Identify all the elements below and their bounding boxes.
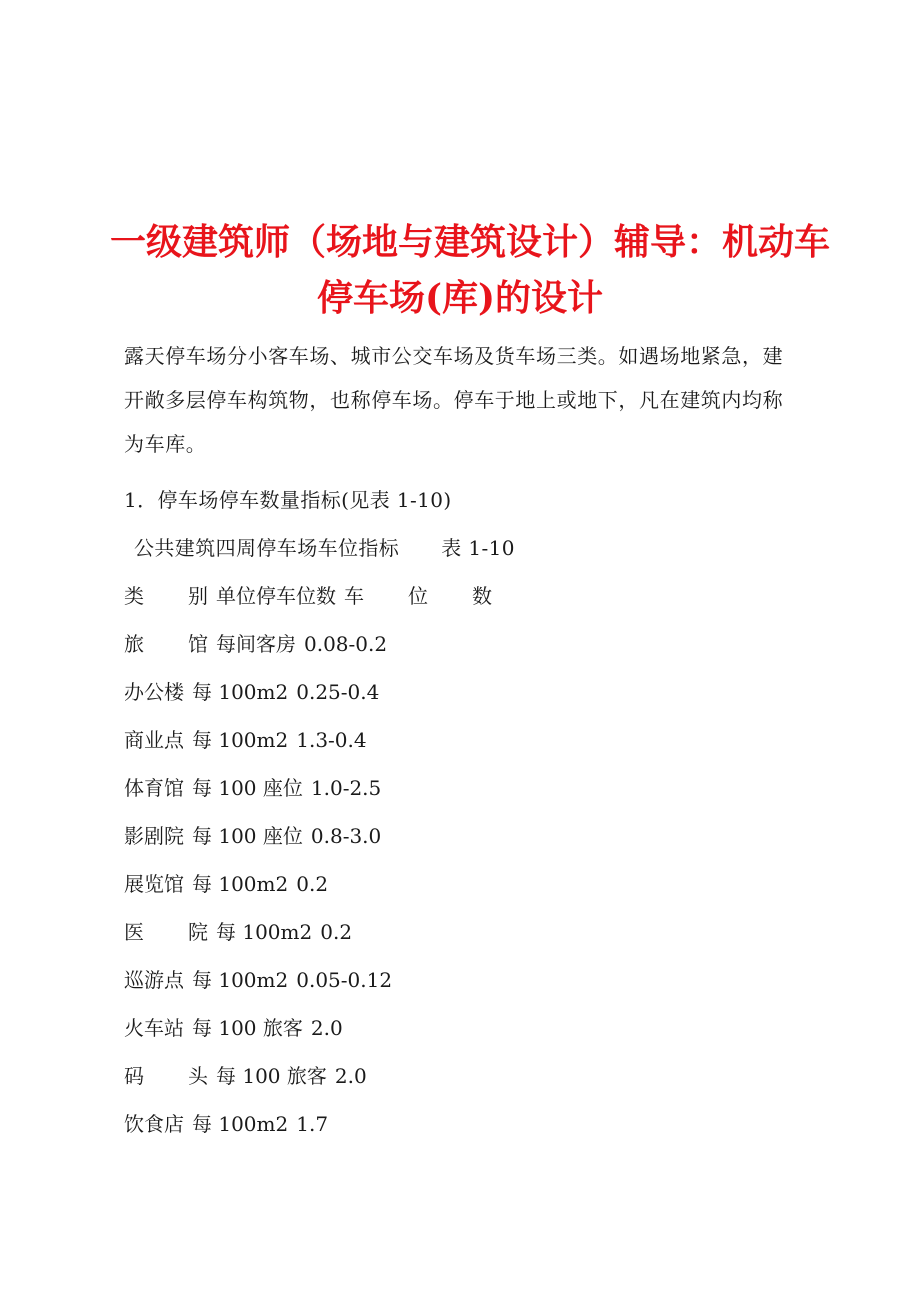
table-caption-text: 公共建筑四周停车场车位指标 <box>134 536 400 560</box>
row-unit: 每 100m2 <box>192 680 289 704</box>
row-category-b: 头 <box>188 1064 208 1088</box>
table-row <box>124 1052 824 1100</box>
intro-paragraph <box>124 334 814 466</box>
row-unit: 每 100m2 <box>216 920 313 944</box>
table-row <box>124 812 824 860</box>
row-unit: 每 100m2 <box>192 1112 289 1136</box>
row-category: 饮食店 <box>124 1112 184 1136</box>
row-value: 0.8-3.0 <box>310 824 382 848</box>
table-caption <box>124 524 824 572</box>
table-row <box>124 716 824 764</box>
section-heading: 1．停车场停车数量指标(见表 1-10) <box>124 488 452 512</box>
row-category-a: 码 <box>124 1064 144 1088</box>
title-line-1: 一级建筑师（场地与建筑设计）辅导：机动车 <box>110 221 831 264</box>
row-category-a: 医 <box>124 920 144 944</box>
row-category: 商业点 <box>124 728 184 752</box>
row-category: 体育馆 <box>124 776 184 800</box>
row-value: 0.05-0.12 <box>296 968 393 992</box>
row-value: 0.2 <box>320 920 353 944</box>
title-line-2: 停车场(库)的设计 <box>316 277 604 320</box>
header-count-a: 车 <box>344 584 364 608</box>
table-row <box>124 1004 824 1052</box>
table-row <box>124 668 824 716</box>
table-row <box>124 860 824 908</box>
header-unit: 单位停车位数 <box>216 584 336 608</box>
row-unit: 每 100 旅客 <box>216 1064 327 1088</box>
row-category: 展览馆 <box>124 872 184 896</box>
row-category-a: 旅 <box>124 632 144 656</box>
row-unit: 每间客房 <box>216 632 296 656</box>
header-count-c: 数 <box>472 584 492 608</box>
intro-line-3: 为车库。 <box>124 432 207 456</box>
header-category-b: 别 <box>188 584 208 608</box>
row-value: 1.3-0.4 <box>296 728 367 752</box>
parking-index-section <box>124 476 824 1148</box>
table-row <box>124 956 824 1004</box>
row-category-b: 院 <box>188 920 208 944</box>
header-category-a: 类 <box>124 584 144 608</box>
row-value: 0.08-0.2 <box>304 632 388 656</box>
row-category: 火车站 <box>124 1016 184 1040</box>
intro-line-2: 开敞多层停车构筑物，也称停车场。停车于地上或地下，凡在建筑内均称 <box>124 388 784 412</box>
row-unit: 每 100m2 <box>192 728 289 752</box>
table-row <box>124 1100 824 1148</box>
row-value: 1.0-2.5 <box>310 776 382 800</box>
table-row <box>124 764 824 812</box>
row-value: 0.2 <box>296 872 329 896</box>
row-unit: 每 100 座位 <box>192 824 303 848</box>
row-unit: 每 100m2 <box>192 872 289 896</box>
row-unit: 每 100 座位 <box>192 776 303 800</box>
row-value: 2.0 <box>334 1064 367 1088</box>
document-title <box>110 214 831 326</box>
intro-line-1: 露天停车场分小客车场、城市公交车场及货车场三类。如遇场地紧急，建 <box>124 344 784 368</box>
table-caption-number: 表 1-10 <box>441 536 515 560</box>
row-value: 1.7 <box>296 1112 329 1136</box>
table-row <box>124 908 824 956</box>
row-category: 办公楼 <box>124 680 184 704</box>
row-value: 2.0 <box>310 1016 343 1040</box>
row-category: 巡游点 <box>124 968 184 992</box>
row-unit: 每 100 旅客 <box>192 1016 303 1040</box>
header-count-b: 位 <box>408 584 428 608</box>
row-unit: 每 100m2 <box>192 968 289 992</box>
table-header <box>124 572 824 620</box>
table-row <box>124 620 824 668</box>
row-category-b: 馆 <box>188 632 208 656</box>
row-category: 影剧院 <box>124 824 184 848</box>
row-value: 0.25-0.4 <box>296 680 380 704</box>
